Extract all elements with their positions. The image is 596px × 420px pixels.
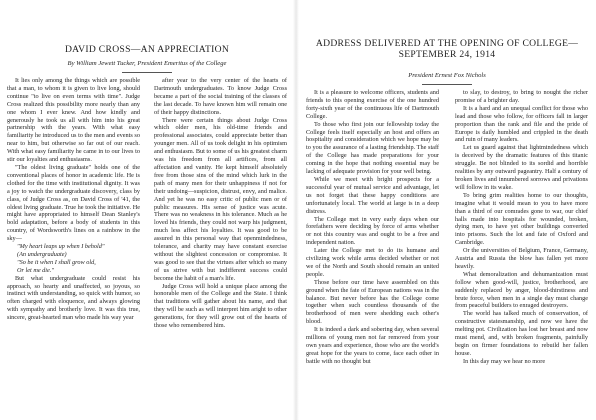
- paragraph: Those before our time have assembled on this ground when the fate of European nations was in the balance. But never before has the College come together when such countless thousands of the brotherhood of men were shedding each other's blood.: [306, 278, 439, 326]
- right-column-1: [306, 89, 439, 413]
- right-column-2: [455, 89, 588, 413]
- article-title: ADDRESS DELIVERED AT THE OPENING OF COLLEGE—SEPTEMBER 24, 1914: [315, 38, 579, 60]
- page-gutter: [293, 0, 299, 420]
- left-column-2: [154, 77, 287, 413]
- paragraph: Judge Cross will hold a unique place among the honorable men of the College and the State. I think that traditions will gather about his name, and that they will be such as will interpret him aright to other generations, for they will grow out of the hearts of those who remembered him.: [154, 282, 287, 330]
- article-byline: President Ernest Fox Nichols: [408, 72, 486, 79]
- paragraph: Let us guard against that lightmindedness which is deceived by the dramatic features of this titanic struggle. Be not blinded to its sordid and horrible realities by any outward pageantry. Half a century of broken lives and innumbered sorrows and privations will follow in its wake.: [455, 144, 588, 191]
- paragraph: The College met in very early days when our forefathers were deciding by force of arms whether or not this country was and ought to be a free and independent nation.: [306, 215, 439, 247]
- article-byline: By William Jewett Tucker, President Emeritus of the College: [67, 60, 227, 67]
- paragraph: It is a pleasure to welcome officers, students and friends to this opening exercise of the one hundred forty-sixth year of the continuous life of Dartmouth College.: [306, 89, 439, 120]
- paragraph: But what undergraduate could resist his approach, so hearty and unaffected, so joyous, so instinct with understanding, so quick with humor, so often charged with eloquence, and always glowing with sympathy and brotherly love. It was this true, sincere, great-hearted man who made his way year: [7, 274, 140, 322]
- paragraph: It lies only among the things which are possible that a man, to whom it is given to live long, should continue "to live on even terms with time". Judge Cross realized this possibility more nearly than any one whom I ever knew. And how kindly and generously he took us all with him into his great partnership with the years. With what easy familiarity he introduced us to the men and events so near to him, but otherwise so far out of our reach. With what easy familiarity he came in to our lives to stir our loyalties and enthusiasms.: [7, 77, 140, 164]
- verse-line: (An undergraduate): [17, 250, 67, 258]
- title-rule: [122, 72, 172, 73]
- paragraph: In this day may we hear no more: [463, 357, 546, 365]
- paragraph: There were certain things about Judge Cross which older men, his old-time friends and professional associates, could appreciate better than younger men. All of us took delight in his optimism and enthusiasm. But to some of us his greatest charm was his freedom from all artifices, from all affectation and vanity. He kept himself absolutely free from those sins of the mind which lurk in the path of many men for their unhappiness if not for their undoing—suspicion, distrust, envy, and malice. And yet he was no easy critic of public men or of public measures. His sense of justice was acute. There was no weakness in his tolerance. Much as he loved his friends, they could not warp his judgment, much less affect his loyalties. It was good to be assured in this personal way that openmindedness, tolerance, and charity may have constant exercise without the slightest concession or compromise. It was good to see that the virtues after which so many of us strive with but indifferent success could become the habit of a man's life.: [154, 116, 287, 282]
- right-page: [306, 0, 588, 420]
- left-page: [7, 0, 287, 420]
- verse-line: Or let me die.": [17, 266, 54, 274]
- paragraph: It is a hard and an unequal conflict for those who lead and those who follow, for officers fall in larger proportion than the rank and file and the pride of Europe is daily humbled and crippled in the death and ruin of many leaders.: [455, 104, 588, 144]
- paragraph: While we meet with bright prospects for a successful year of mutual service and advantage, let us not forget that these happy conditions are unfortunately local. The world at large is in a deep distress.: [306, 175, 439, 215]
- paragraph: The world has talked much of conservation, of constructive statesmanship, and now we have the melting pot. Civilization has lost her breast and now must mend, and, with broken fragments, painfully begin on firmer foundations to rebuild her fallen house.: [455, 310, 588, 357]
- paragraph: Later the College met to do its humane and civilizing work while arms decided whether or not we of the North and South should remain an united people.: [306, 247, 439, 278]
- left-column-1: [7, 77, 140, 413]
- paragraph: Or the universities of Belgium, France, Germany, Austria and Russia the blow has fallen yet more heavily.: [455, 247, 588, 270]
- verse-line: "My heart leaps up when I behold": [17, 243, 105, 251]
- article-title: DAVID CROSS—AN APPRECIATION: [64, 44, 230, 55]
- paragraph: "The oldest living graduate" holds one of the conventional places of honor in academic life. He is clothed for the time with institutional dignity. It was a joy to watch the undergraduate discovery, class by class, of Judge Cross as, on David Cross of '41, the oldest living graduate. True he took the initiative. He might have appropriated to himself Dean Stanley's bold adaptation, before a body of students in this country, of Wordsworth's lines on a rainbow in the sky—: [7, 163, 140, 243]
- paragraph: To those who first join our fellowship today the College feels itself especially an host and offers an hospitality and consideration which we hope may be to you the assurance of a lasting friendship. The staff of the College has made preparations for your coming in the hope that nothing essential may be lacking of adequate provision for your well being.: [306, 120, 439, 176]
- title-rule: [422, 84, 472, 85]
- paragraph: to slay, to destroy, to bring to nought the richer promise of a brighter day.: [455, 89, 588, 104]
- verse-line: "So be it when I shall grow old,: [17, 258, 96, 266]
- paragraph: To bring grim realities home to our thoughts, imagine what it would mean to you to have more than a third of our comrades gone to war, our chief halls made into hospitals for wounded, broken, dying men, to have yet other buildings converted into prisons. Such the lot and fate of Oxford and Cambridge.: [455, 191, 588, 247]
- paragraph: It is indeed a dark and sobering day, when several millions of young men not far removed from your own years and experience, those who are the world's great hope for the years to come, face each other in battle with no thought but: [306, 326, 439, 365]
- paragraph: after year to the very center of the hearts of Dartmouth undergraduates. To know Judge Cross became a part of the social training of the classes of the last decade. To have known him will remain one of their happy distinctions.: [154, 77, 287, 116]
- paragraph: What demoralization and dehumanization must follow when good-will, justice, brotherhood, are suddenly replaced by anger, blood-thirstiness and brute force, when men in a single day must change from peaceful builders to enraged destroyers.: [455, 270, 588, 310]
